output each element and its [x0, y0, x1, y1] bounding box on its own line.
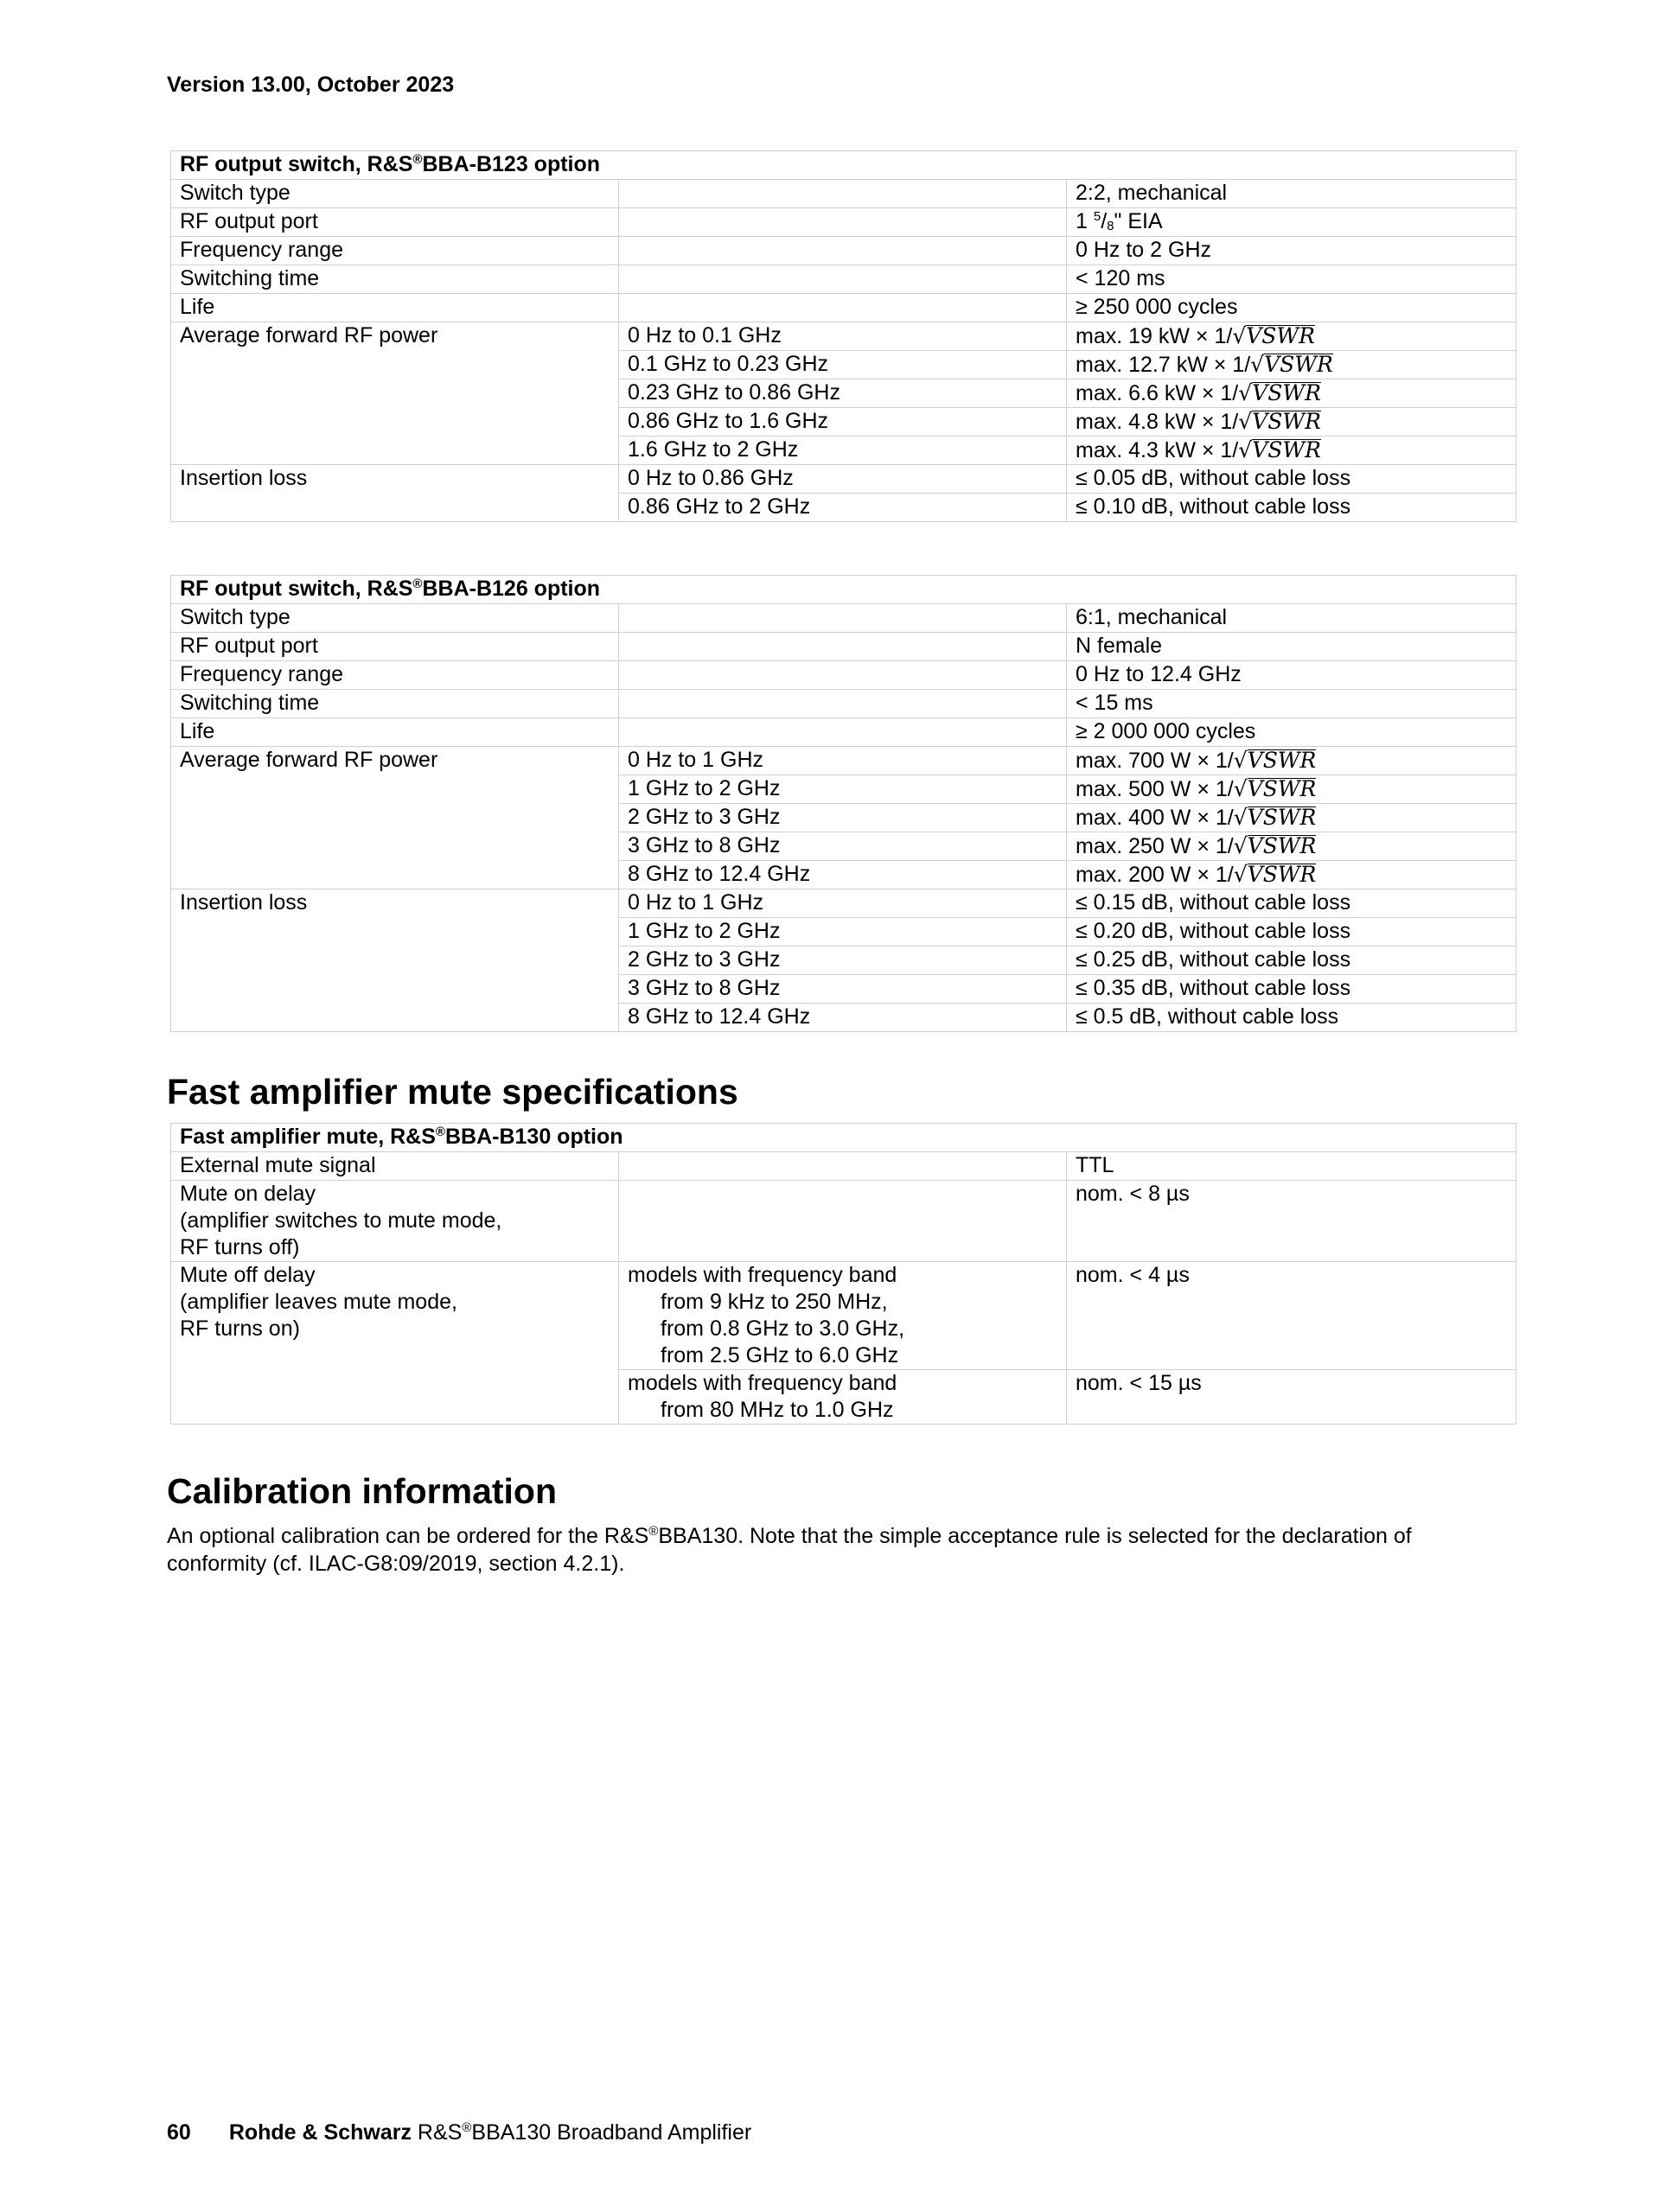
row-condition: 0.23 GHz to 0.86 GHz — [619, 379, 1067, 408]
row-value: max. 700 W × 1/√VSWR — [1067, 747, 1516, 775]
row-value: TTL — [1067, 1152, 1516, 1181]
product-name: BBA130 Broadband Amplifier — [471, 2120, 752, 2145]
row-condition: 8 GHz to 12.4 GHz — [619, 861, 1067, 889]
row-label: Mute on delay (amplifier switches to mute mode, RF turns off) — [171, 1181, 619, 1262]
row-label: RF output port — [171, 208, 619, 237]
row-condition: 0 Hz to 0.1 GHz — [619, 322, 1067, 351]
row-value: max. 4.8 kW × 1/√VSWR — [1067, 408, 1516, 437]
row-condition: 1.6 GHz to 2 GHz — [619, 437, 1067, 465]
table-row — [171, 604, 1516, 633]
row-label: RF output port — [171, 633, 619, 661]
row-condition: models with frequency band from 9 kHz to 250 MHz, from 0.8 GHz to 3.0 GHz, from 2.5 GHz to 6.0 GHz — [619, 1262, 1067, 1370]
row-value: ≤ 0.5 dB, without cable loss — [1067, 1004, 1516, 1032]
row-condition: 0 Hz to 1 GHz — [619, 747, 1067, 775]
row-condition — [619, 604, 1067, 633]
table-row — [171, 294, 1516, 322]
row-value: ≤ 0.20 dB, without cable loss — [1067, 918, 1516, 947]
table-title: RF output switch, R&S®BBA-B126 option — [171, 576, 1516, 604]
row-label: Life — [171, 294, 619, 322]
table-row — [171, 690, 1516, 718]
table-row — [171, 804, 1516, 832]
row-label: Switch type — [171, 604, 619, 633]
table-row — [171, 775, 1516, 804]
table-row — [171, 918, 1516, 947]
table-header-row — [171, 576, 1516, 604]
table-row — [171, 1152, 1516, 1181]
table-row — [171, 351, 1516, 379]
row-condition — [619, 661, 1067, 690]
table-row — [171, 408, 1516, 437]
table-row — [171, 947, 1516, 975]
row-value: max. 19 kW × 1/√VSWR — [1067, 322, 1516, 351]
row-value: 0 Hz to 2 GHz — [1067, 237, 1516, 265]
row-condition — [619, 237, 1067, 265]
table-title: Fast amplifier mute, R&S®BBA-B130 option — [171, 1124, 1516, 1152]
table-row — [171, 437, 1516, 465]
table-header-row — [171, 1124, 1516, 1152]
row-label: Life — [171, 718, 619, 747]
table-row — [171, 747, 1516, 775]
row-value: ≤ 0.15 dB, without cable loss — [1067, 889, 1516, 918]
page-number: 60 — [167, 2120, 191, 2145]
row-condition: 2 GHz to 3 GHz — [619, 947, 1067, 975]
row-condition: 0 Hz to 1 GHz — [619, 889, 1067, 918]
row-value: max. 250 W × 1/√VSWR — [1067, 832, 1516, 861]
table-row — [171, 832, 1516, 861]
mute-section-heading: Fast amplifier mute specifications — [167, 1072, 738, 1112]
row-condition: 2 GHz to 3 GHz — [619, 804, 1067, 832]
rf-switch-b126-table — [170, 575, 1516, 1032]
row-label: External mute signal — [171, 1152, 619, 1181]
row-value: ≥ 250 000 cycles — [1067, 294, 1516, 322]
row-value: max. 500 W × 1/√VSWR — [1067, 775, 1516, 804]
row-label: Average forward RF power — [171, 322, 619, 351]
table-row — [171, 661, 1516, 690]
row-condition: 0.86 GHz to 2 GHz — [619, 494, 1067, 522]
table-row — [171, 208, 1516, 237]
row-condition — [619, 294, 1067, 322]
row-value: max. 12.7 kW × 1/√VSWR — [1067, 351, 1516, 379]
row-value: nom. < 8 µs — [1067, 1181, 1516, 1262]
table-title: RF output switch, R&S®BBA-B123 option — [171, 151, 1516, 180]
row-condition: 0 Hz to 0.86 GHz — [619, 465, 1067, 494]
row-value: ≤ 0.25 dB, without cable loss — [1067, 947, 1516, 975]
row-condition: 8 GHz to 12.4 GHz — [619, 1004, 1067, 1032]
row-value: max. 6.6 kW × 1/√VSWR — [1067, 379, 1516, 408]
rf-switch-b123-table — [170, 150, 1516, 522]
row-value: 6:1, mechanical — [1067, 604, 1516, 633]
page-footer: 60 Rohde & Schwarz R&S®BBA130 Broadband Amplifier — [167, 2120, 752, 2145]
table-row — [171, 1262, 1516, 1370]
table-row — [171, 379, 1516, 408]
table-row — [171, 633, 1516, 661]
row-value: N female — [1067, 633, 1516, 661]
row-condition — [619, 208, 1067, 237]
row-value: max. 4.3 kW × 1/√VSWR — [1067, 437, 1516, 465]
row-condition: 1 GHz to 2 GHz — [619, 775, 1067, 804]
row-condition — [619, 1152, 1067, 1181]
row-condition — [619, 633, 1067, 661]
row-value: nom. < 4 µs — [1067, 1262, 1516, 1370]
table-row — [171, 180, 1516, 208]
row-label: Frequency range — [171, 237, 619, 265]
row-condition: models with frequency band from 80 MHz to 1.0 GHz — [619, 1370, 1067, 1425]
version-header: Version 13.00, October 2023 — [167, 73, 455, 97]
table-row — [171, 237, 1516, 265]
table-row — [171, 322, 1516, 351]
table-header-row — [171, 151, 1516, 180]
calibration-heading: Calibration information — [167, 1471, 557, 1511]
row-label: Frequency range — [171, 661, 619, 690]
row-value: 1 $^5/_8$" EIA — [1067, 208, 1516, 237]
row-label: Mute off delay (amplifier leaves mute mode, RF turns on) — [171, 1262, 619, 1425]
row-label: Average forward RF power — [171, 747, 619, 775]
row-value: < 120 ms — [1067, 265, 1516, 294]
calibration-paragraph: An optional calibration can be ordered for the R&S®BBA130. Note that the simple acceptance rule is selected for the declaration of conformity (cf. ILAC-G8:09/2019, section 4.2.1). — [167, 1524, 1412, 1576]
row-condition: 0.1 GHz to 0.23 GHz — [619, 351, 1067, 379]
table-row — [171, 265, 1516, 294]
table-row — [171, 975, 1516, 1004]
row-label: Insertion loss — [171, 889, 619, 918]
row-value: < 15 ms — [1067, 690, 1516, 718]
table-row — [171, 718, 1516, 747]
row-value: ≤ 0.35 dB, without cable loss — [1067, 975, 1516, 1004]
table-row — [171, 494, 1516, 522]
row-label: Switching time — [171, 690, 619, 718]
row-condition — [619, 718, 1067, 747]
row-value: ≥ 2 000 000 cycles — [1067, 718, 1516, 747]
row-value: max. 200 W × 1/√VSWR — [1067, 861, 1516, 889]
row-value: nom. < 15 µs — [1067, 1370, 1516, 1425]
row-condition — [619, 1181, 1067, 1262]
table-row — [171, 861, 1516, 889]
row-value: max. 400 W × 1/√VSWR — [1067, 804, 1516, 832]
row-value: 2:2, mechanical — [1067, 180, 1516, 208]
row-condition: 3 GHz to 8 GHz — [619, 832, 1067, 861]
row-condition: 1 GHz to 2 GHz — [619, 918, 1067, 947]
brand-name: Rohde & Schwarz — [228, 2120, 412, 2145]
table-row — [171, 465, 1516, 494]
row-label: Insertion loss — [171, 465, 619, 494]
table-row — [171, 1181, 1516, 1262]
row-label: Switch type — [171, 180, 619, 208]
row-label: Switching time — [171, 265, 619, 294]
row-value: ≤ 0.10 dB, without cable loss — [1067, 494, 1516, 522]
row-condition — [619, 690, 1067, 718]
fast-mute-b130-table — [170, 1123, 1516, 1425]
row-condition — [619, 265, 1067, 294]
table-row — [171, 889, 1516, 918]
table-row — [171, 1004, 1516, 1032]
row-condition: 0.86 GHz to 1.6 GHz — [619, 408, 1067, 437]
row-condition — [619, 180, 1067, 208]
row-value: 0 Hz to 12.4 GHz — [1067, 661, 1516, 690]
row-condition: 3 GHz to 8 GHz — [619, 975, 1067, 1004]
row-value: ≤ 0.05 dB, without cable loss — [1067, 465, 1516, 494]
